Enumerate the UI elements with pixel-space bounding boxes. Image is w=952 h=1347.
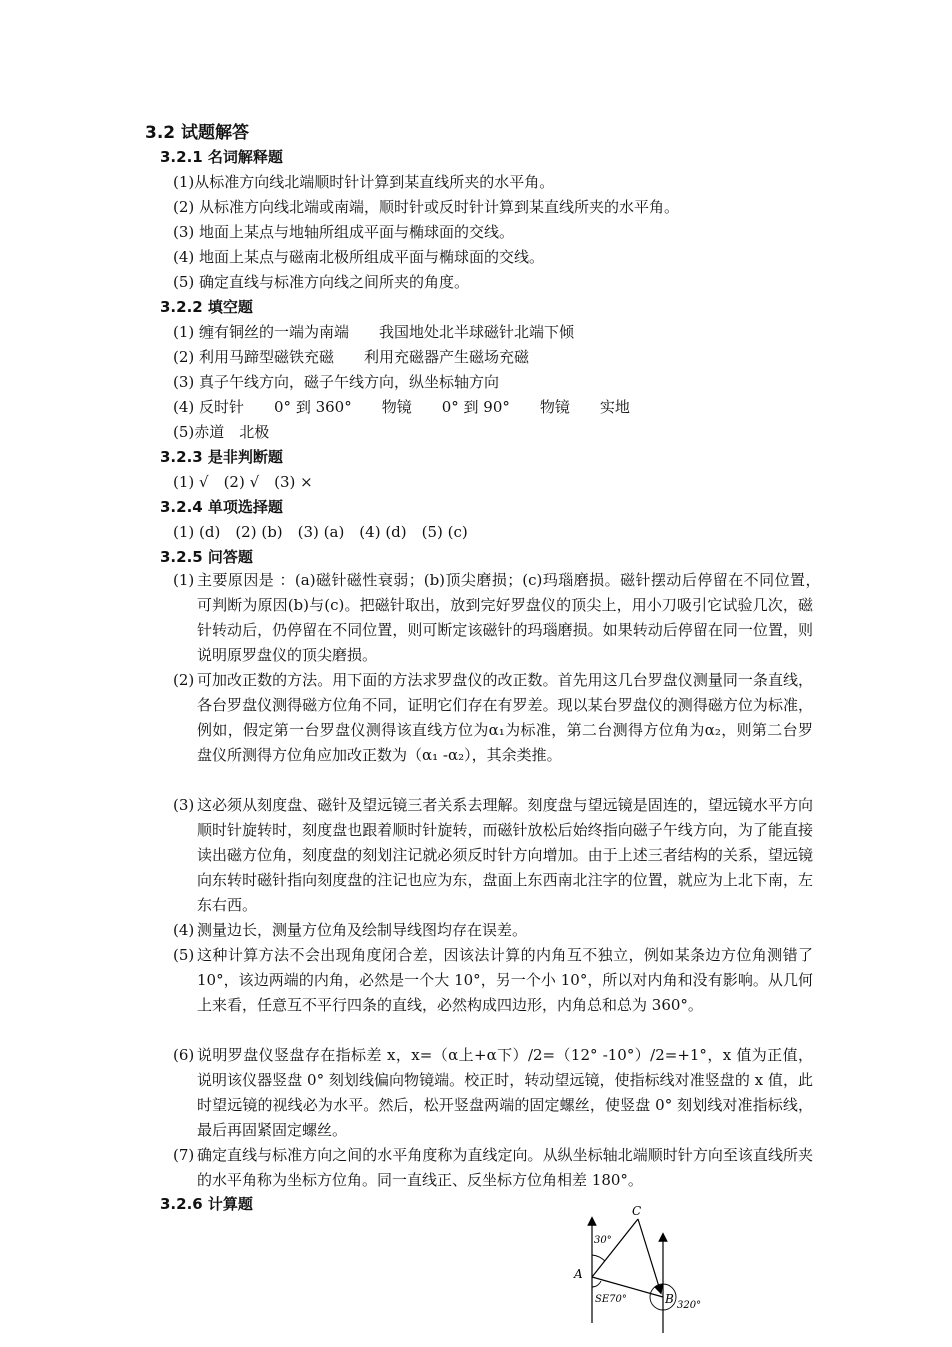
fill-item-3: (3) 真子午线方向，磁子午线方向，纵坐标轴方向: [173, 373, 500, 391]
heading-qa: 3.2.5 问答题: [160, 548, 253, 566]
line-cb: [638, 1219, 660, 1290]
qa-item-7: [173, 1143, 813, 1193]
label-se70: SE70°: [595, 1294, 627, 1305]
definition-item-5: (5) 确定直线与标准方向线之间所夹的角度。: [173, 273, 470, 291]
qa-item-6: [173, 1043, 813, 1143]
fill-item-5: (5)赤道 北极: [173, 423, 270, 441]
heading-calculation: 3.2.6 计算题: [160, 1195, 253, 1213]
angle-arc-30: [592, 1255, 605, 1261]
definition-item-2: (2) 从标准方向线北端或南端，顺时针或反时针计算到某直线所夹的水平角。: [173, 198, 680, 216]
definition-item-3: (3) 地面上某点与地轴所组成平面与椭球面的交线。: [173, 223, 515, 241]
label-320: 320°: [677, 1300, 702, 1311]
true-false-answers: (1) √ (2) √ (3) ×: [173, 473, 313, 491]
qa-number: (2): [173, 671, 195, 689]
fill-item-2: (2) 利用马蹄型磁铁充磁 利用充磁器产生磁场充磁: [173, 348, 530, 366]
qa-text: 这必须从刻度盘、磁针及望远镜三者关系去理解。刻度盘与望远镜是固连的，望远镜水平方向顺时针旋转时，刻度盘也跟着顺时针旋转，而磁针放松后始终指向磁子午线方向，为了能直接读出磁方位角，刻度盘的刻划注记就必须反时针方向增加。由于上述三者结构的关系，望远镜向东转时磁针指向刻度盘的注记也应为东，盘面上东西南北注字的位置，就应为上北下南，左东右西。: [197, 796, 813, 914]
qa-text: 说明罗盘仪竖盘存在指标差 x，x=（α上+α下）/2=（12° -10°）/2=+1°，x 值为正值，说明该仪器竖盘 0° 刻划线偏向物镜端。校正时，转动望远镜，使指标线对准竖盘的 x 值，此时望远镜的视线必为水平。然后，松开竖盘两端的固定螺丝，使竖盘 0° 刻划线对准指标线，最后再固紧固定螺丝。: [197, 1046, 813, 1139]
qa-number: (5): [173, 946, 195, 964]
heading-true-false: 3.2.3 是非判断题: [160, 448, 283, 466]
qa-text: 确定直线与标准方向之间的水平角度称为直线定向。从纵坐标轴北端顺时针方向至该直线所夹的水平角称为坐标方位角。同一直线正、反坐标方位角相差 180°。: [197, 1146, 813, 1189]
single-choice-answers: (1) (d) (2) (b) (3) (a) (4) (d) (5) (c): [173, 523, 468, 541]
qa-item-1: [173, 568, 829, 668]
heading-fill-blank: 3.2.2 填空题: [160, 298, 253, 316]
definition-item-1: (1)从标准方向线北端顺时针计算到某直线所夹的水平角。: [173, 173, 555, 191]
qa-text: 可加改正数的方法。用下面的方法求罗盘仪的改正数。首先用这几台罗盘仪测量同一条直线，各台罗盘仪测得磁方位角不同，证明它们存在有罗差。现以某台罗盘仪的测得磁方位为标准，例如，假定第一台罗盘仪测得该直线方位为α₁为标准，第二台测得方位角为α₂，则第二台罗盘仪所测得方位角应加改正数为（α₁ -α₂），其余类推。: [197, 671, 813, 764]
qa-item-3: [173, 793, 813, 918]
qa-item-2: [173, 668, 813, 768]
qa-number: (6): [173, 1046, 195, 1064]
label-30: 30°: [594, 1235, 612, 1246]
section-title: 3.2 试题解答: [145, 123, 250, 143]
qa-text: 这种计算方法不会出现角度闭合差，因该法计算的内角互不独立，例如某条边方位角测错了 10°，该边两端的内角，必然是一个大 10°，另一个小 10°，所以对内角和没有影响。从几何上来看，任意互不平行四条的直线，必然构成四边形，内角总和总为 360°。: [197, 946, 813, 1014]
heading-definitions: 3.2.1 名词解释题: [160, 148, 283, 166]
fill-item-1: (1) 缠有铜丝的一端为南端 我国地处北半球磁针北端下倾: [173, 323, 575, 341]
angle-arc-se70: [592, 1281, 601, 1287]
qa-text: 主要原因是 ：(a)磁针磁性衰弱；(b)顶尖磨损；(c)玛瑙磨损。磁针摆动后停留在不同位置， 可判断为原因(b)与(c)。把磁针取出，放到完好罗盘仪的顶尖上，用小刀吸引它试验几次，磁针转动后，仍停留在不同位置，则可断定该磁针的玛瑙磨损。如果转动后停留在同一位置，则说明原罗盘仪的顶尖磨损。: [197, 571, 829, 664]
label-b: B: [665, 1292, 674, 1306]
fill-item-4: (4) 反时针 0° 到 360° 物镜 0° 到 90° 物镜 实地: [173, 398, 630, 416]
qa-item-5: [173, 943, 813, 1018]
qa-number: (4): [173, 921, 195, 939]
label-a: A: [574, 1267, 583, 1281]
azimuth-diagram: [565, 1205, 725, 1335]
definition-item-4: (4) 地面上某点与磁南北极所组成平面与椭球面的交线。: [173, 248, 545, 266]
qa-number: (7): [173, 1146, 195, 1164]
qa-number: (1): [173, 571, 195, 589]
label-c: C: [632, 1205, 642, 1218]
line-ac: [592, 1219, 638, 1277]
qa-item-4: [173, 918, 813, 943]
qa-number: (3): [173, 796, 195, 814]
heading-single-choice: 3.2.4 单项选择题: [160, 498, 283, 516]
qa-text: 测量边长，测量方位角及绘制导线图均存在误差。: [197, 921, 528, 939]
